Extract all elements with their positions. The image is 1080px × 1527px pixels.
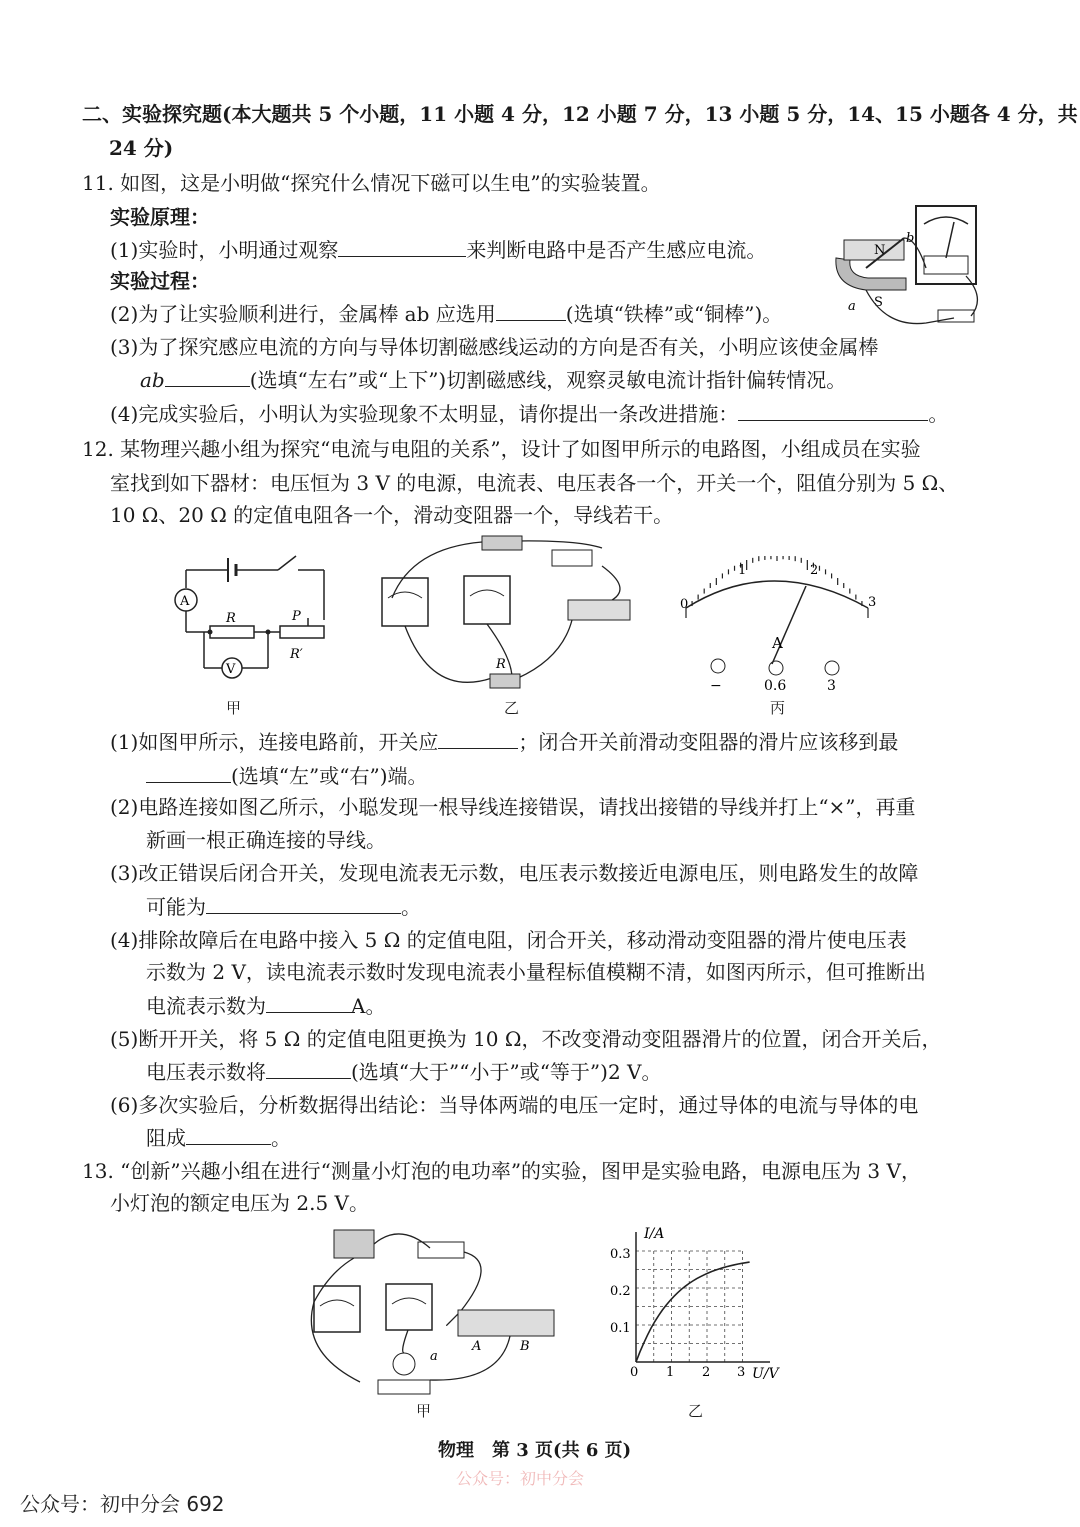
terminal-06 [769, 661, 783, 675]
label-wire-a: a [430, 1349, 438, 1364]
label-n: N [874, 243, 886, 258]
label-r-yi: R [496, 657, 506, 672]
rheostat [280, 626, 324, 638]
q11-part3: (3)为了探究感应电流的方向与导体切割磁感线运动的方向是否有关，小明应该使金属棒 [110, 335, 879, 359]
q11-part4: (4)完成实验后，小明认为实验现象不太明显，请你提出一条改进措施： 。 [110, 398, 948, 429]
q11-stem: 11. 如图，这是小明做“探究什么情况下磁可以生电”的实验装置。 [82, 171, 661, 195]
q12-sub4-cont2: 电流表示数为 A。 [146, 990, 385, 1021]
terminal-minus-label: − [710, 678, 722, 694]
rheostat-device [458, 1310, 554, 1336]
section-title: 二、实验探究题(本大题共 5 个小题，11 小题 4 分，12 小题 7 分，13 小题 5 分，14、15 小题各 4 分，共 [82, 102, 1078, 126]
q11-principle-heading: 实验原理： [110, 205, 210, 229]
label-r: R [226, 611, 236, 626]
battery [482, 536, 522, 550]
y-tick-01: 0.1 [610, 1321, 631, 1336]
bulb [393, 1353, 415, 1375]
q13-physical-circuit [300, 1222, 562, 1398]
label-b: b [906, 231, 915, 246]
x-tick-2: 2 [702, 1365, 711, 1380]
voltmeter-device [464, 576, 510, 624]
q12-sub1: (1)如图甲所示，连接电路前，开关应 ；闭合开关前滑动变阻器的滑片应该移到最 [110, 726, 898, 757]
label-p: P [292, 609, 301, 624]
label-a: a [848, 299, 856, 314]
caption-jia: 甲 [226, 699, 242, 717]
y-axis-label: I/A [644, 1226, 665, 1242]
caption-bing: 丙 [770, 699, 786, 717]
blank[interactable] [146, 760, 231, 783]
resistor-device [490, 674, 520, 688]
label-s: S [874, 295, 883, 310]
ammeter-device [382, 578, 428, 626]
blank[interactable] [438, 726, 518, 749]
ammeter-device [314, 1286, 360, 1332]
q12-ammeter-dial [672, 556, 882, 696]
blank[interactable] [266, 1056, 351, 1079]
y-tick-02: 0.2 [610, 1284, 631, 1299]
dial-tick-3: 3 [868, 595, 877, 610]
x-tick-1: 1 [666, 1365, 675, 1380]
blank[interactable] [165, 364, 250, 387]
dial-tick-1: 1 [738, 563, 747, 578]
voltmeter-label: V [226, 662, 236, 677]
q12-sub6-cont: 阻成 。 [146, 1122, 291, 1153]
q12-sub4-cont: 示数为 2 V，读电流表示数时发现电流表小量程标值模糊不清，如图丙所示，但可推断出 [146, 960, 926, 984]
q13-iu-graph [600, 1222, 800, 1382]
q12-sub3: (3)改正错误后闭合开关，发现电流表无示数，电压表示数接近电源电压，则电路发生的故障 [110, 861, 919, 885]
x-axis-label: U/V [752, 1366, 779, 1382]
q12-circuit-diagram [168, 540, 338, 695]
q12-stem1: 12. 某物理兴趣小组为探究“电流与电阻的关系”，设计了如图甲所示的电路图，小组成员在实验 [82, 437, 921, 461]
horseshoe-magnet [836, 258, 906, 290]
label-r-prime: R′ [290, 647, 303, 662]
q12-sub1-cont: (选填“左”或“右”)端。 [146, 760, 428, 791]
q12-sub4: (4)排除故障后在电路中接入 5 Ω 的定值电阻，闭合开关，移动滑动变阻器的滑片使电压表 [110, 928, 907, 952]
page-footer: 物理 第 3 页(共 6 页) [438, 1440, 632, 1461]
battery-pack [334, 1230, 374, 1258]
q12-sub3-cont: 可能为 。 [146, 891, 421, 922]
y-tick-03: 0.3 [610, 1247, 631, 1262]
iu-curve [636, 1262, 750, 1362]
q11-part3-cont: ab (选填“左右”或“上下”)切割磁感线，观察灵敏电流计指针偏转情况。 [140, 364, 846, 395]
blank[interactable] [266, 990, 351, 1013]
ammeter-label: A [180, 594, 190, 609]
origin-label: 0 [630, 1365, 639, 1380]
blank[interactable] [186, 1122, 271, 1145]
section-title-cont: 24 分) [109, 136, 174, 160]
terminal-3-label: 3 [827, 678, 836, 694]
terminal-3 [825, 661, 839, 675]
q11-part1: (1)实验时，小明通过观察 来判断电路中是否产生感应电流。 [110, 234, 766, 265]
q12-sub5-cont: 电压表示数将 (选填“大于”“小于”或“等于”)2 V。 [146, 1056, 661, 1087]
q12-sub5: (5)断开开关，将 5 Ω 的定值电阻更换为 10 Ω，不改变滑动变阻器滑片的位置，闭合开关后， [110, 1027, 942, 1051]
graph-grid [636, 1251, 743, 1362]
q13-stem1: 13. “创新”兴趣小组在进行“测量小灯泡的电功率”的实验，图甲是实验电路，电源电压为 3 V， [82, 1159, 921, 1183]
dial-tick-2: 2 [810, 563, 819, 578]
watermark: 公众号：初中分会 [456, 1469, 585, 1488]
q11-part2: (2)为了让实验顺利进行，金属棒 ab 应选用 (选填“铁棒”或“铜棒”)。 [110, 298, 782, 329]
bulb-base [378, 1380, 430, 1394]
dial-tick-0: 0 [680, 597, 689, 612]
q13-stem2: 小灯泡的额定电压为 2.5 V。 [110, 1191, 369, 1215]
blank[interactable] [496, 298, 566, 321]
switch-device [552, 550, 592, 566]
dial-unit: A [772, 634, 783, 652]
blank[interactable] [338, 234, 466, 257]
dial-needle [772, 586, 806, 664]
rheostat-device [568, 600, 630, 620]
q12-sub6: (6)多次实验后，分析数据得出结论：当导体两端的电压一定时，通过导体的电流与导体的电 [110, 1093, 919, 1117]
q11-apparatus-figure [826, 198, 986, 333]
label-b-terminal: B [520, 1339, 530, 1354]
voltmeter-device [386, 1284, 432, 1330]
q12-physical-circuit [372, 528, 644, 700]
switch-symbol [278, 556, 296, 570]
q11-process-heading: 实验过程： [110, 269, 210, 293]
q12-sub2-cont: 新画一根正确连接的导线。 [146, 828, 386, 852]
caption-yi: 乙 [504, 699, 520, 717]
q12-stem2: 室找到如下器材：电压恒为 3 V 的电源，电流表、电压表各一个，开关一个，阻值分别为 5 Ω、 [110, 471, 959, 495]
q12-stem3: 10 Ω、20 Ω 的定值电阻各一个，滑动变阻器一个，导线若干。 [110, 503, 674, 527]
x-tick-3: 3 [737, 1365, 746, 1380]
terminal-minus [711, 659, 725, 673]
terminal-06-label: 0.6 [764, 678, 787, 694]
blank[interactable] [206, 891, 401, 914]
resistor-r [210, 626, 254, 638]
blank[interactable] [738, 398, 928, 421]
caption-13-jia: 甲 [416, 1402, 432, 1420]
label-a-terminal: A [472, 1339, 482, 1354]
q12-sub2: (2)电路连接如图乙所示，小聪发现一根导线连接错误，请找出接错的导线并打上“×”，再重 [110, 795, 916, 819]
caption-13-yi: 乙 [688, 1402, 704, 1420]
corner-label: 公众号：初中分会 692 [20, 1492, 225, 1516]
